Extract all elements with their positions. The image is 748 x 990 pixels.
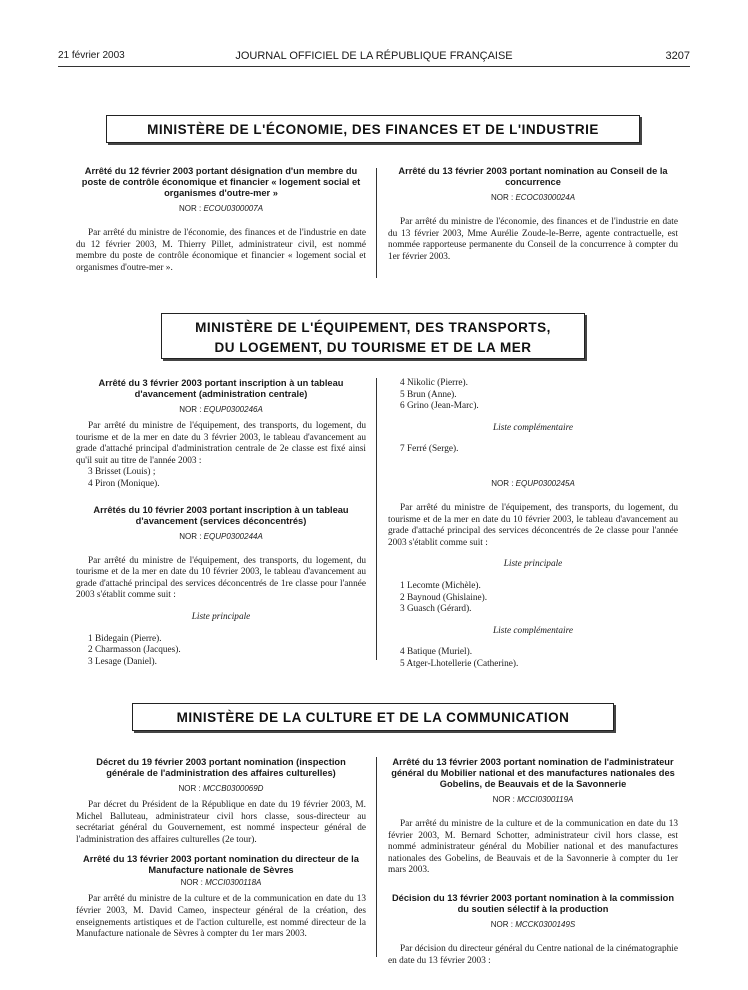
list-item: 3 Brisset (Louis) ; (88, 467, 156, 478)
decree-title: Arrêté du 13 février 2003 portant nomination de l'administrateur général du Mobilier national et des manufactures nationales des Gobelins, de Beauvais et de la Savonnerie (391, 757, 675, 789)
ministry-heading-economie: MINISTÈRE DE L'ÉCONOMIE, DES FINANCES ET DE L'INDUSTRIE (106, 115, 640, 143)
nor-reference: NOR : ECOC0300024A (490, 193, 576, 202)
decree-title: Décision du 13 février 2003 portant nomination à la commission du soutien sélectif à la production (391, 892, 675, 914)
list-item: 2 Baynoud (Ghislaine). (400, 592, 488, 603)
list-item: 1 Lecomte (Michèle). (400, 580, 481, 591)
decree-title: Arrêtés du 10 février 2003 portant inscription à un tableau d'avancement (services déconcentrés) (93, 504, 349, 526)
column-left-culture (76, 757, 366, 941)
header-date: 21 février 2003 (58, 50, 125, 61)
ministry-heading-culture: MINISTÈRE DE LA CULTURE ET DE LA COMMUNICATION (132, 703, 614, 731)
list-item: 4 Piron (Monique). (88, 478, 160, 489)
nor-reference: NOR : EQUP0300246A (179, 405, 263, 414)
decree-body: Par arrêté du ministre de l'économie, des finances et de l'industrie en date du 12 février 2003, M. Thierry Pillet, administrateur civil, est nommé membre du poste de contrôle économique et financier « logement social et organismes d'outre-mer ». (76, 228, 366, 273)
list-item: 5 Brun (Anne). (400, 389, 457, 400)
decree-body: Par arrêté du ministre de la culture et de la communication en date du 13 février 2003, M. Bernard Schotter, administrateur civil hors classe, est nommé administrateur général du Mobilier national et des manufactures nationales des Gobelins, de Beauvais et de la Savonnerie à compter du 1er mars 2003. (388, 819, 678, 876)
column-right-equipement (388, 378, 678, 671)
ministry-heading-equipement: MINISTÈRE DE L'ÉQUIPEMENT, DES TRANSPORTS, DU LOGEMENT, DU TOURISME ET DE LA MER (161, 313, 585, 359)
list-item: 2 Charmasson (Jacques). (88, 645, 181, 656)
column-right-economie (388, 166, 678, 263)
column-right-culture (388, 757, 678, 967)
list-label: Liste complémentaire (493, 422, 573, 433)
running-header (58, 50, 690, 64)
decree-title: Arrêté du 3 février 2003 portant inscription à un tableau d'avancement (administration centrale) (98, 378, 344, 399)
nor-reference: NOR : MCCK0300149S (490, 919, 576, 929)
column-divider (376, 378, 377, 660)
journal-title: JOURNAL OFFICIEL DE LA RÉPUBLIQUE FRANÇAISE (235, 50, 513, 62)
decree-title: Arrêté du 13 février 2003 portant nomination au Conseil de la concurrence (398, 166, 668, 187)
column-divider (376, 757, 377, 957)
decree-body: Par arrêté du ministre de l'équipement, des transports, du logement, du tourisme et de la mer en date du 3 février 2003, le tableau d'avancement au grade d'attaché principal d'administration centrale de 2e classe est fixé ainsi qu'il suit au titre de l'année 2003 : (76, 421, 366, 466)
column-left-economie (76, 166, 366, 274)
nor-reference: NOR : EQUP0300244A (179, 531, 263, 541)
nor-reference: NOR : MCCI0300119A (492, 795, 574, 804)
header-rule (58, 66, 690, 67)
list-item: 4 Nikolic (Pierre). (400, 378, 468, 388)
list-item: 4 Batique (Muriel). (400, 647, 473, 658)
list-item: 5 Atger-Lhotellerie (Catherine). (400, 658, 519, 669)
decree-title: Arrêté du 12 février 2003 portant désignation d'un membre du poste de contrôle économique et financier « logement social et organismes d'outre-mer » (81, 166, 361, 198)
nor-reference: NOR : MCCI0300118A (180, 878, 262, 888)
decree-body: Par décision du directeur général du Centre national de la cinématographie en date du 13 février 2003 : (388, 943, 678, 966)
list-item: 1 Bidegain (Pierre). (88, 633, 162, 644)
list-label: Liste principale (503, 559, 563, 570)
decree-body: Par arrêté du ministre de la culture et de la communication en date du 13 février 2003, M. David Cameo, inspecteur général de la création, des enseignements artistiques et de l'action culturelle, est nommé directeur de la Manufacture nationale de Sèvres à compter du 1er mars 2003. (76, 894, 366, 940)
page-number: 3207 (665, 50, 690, 62)
nor-reference: NOR : EQUP0300245A (491, 478, 575, 488)
decree-title: Arrêté du 13 février 2003 portant nomination du directeur de la Manufacture nationale de Sèvres (83, 854, 359, 876)
decree-body: Par arrêté du ministre de l'équipement, des transports, du logement, du tourisme et de la mer en date du 10 février 2003, le tableau d'avancement au grade d'attaché principal des services déconcentrés de 1re classe pour l'année 2003 s'établit comme suit : (76, 555, 366, 601)
decree-body: Par décret du Président de la République en date du 19 février 2003, M. Michel Balluteau, administrateur civil hors classe, sous-directeur au secrétariat général du Gouvernement, est nommé inspecteur général de l'administration des affaires culturelles (2e tour). (76, 800, 366, 845)
column-left-equipement (76, 378, 366, 668)
list-item: 7 Ferré (Serge). (400, 444, 459, 455)
list-item: 3 Lesage (Daniel). (88, 656, 157, 667)
list-label: Liste principale (191, 611, 251, 622)
decree-body: Par arrêté du ministre de l'équipement, des transports, du logement, du tourisme et de la mer en date du 10 février 2003, le tableau d'avancement au grade d'attaché principal des services déconcentrés de 2e classe pour l'année 2003 s'établit comme suit : (388, 502, 678, 548)
nor-reference: NOR : MCCB0300069D (178, 784, 264, 793)
decree-body: Par arrêté du ministre de l'économie, des finances et de l'industrie en date du 13 février 2003, Mme Aurélie Zoude-le-Berre, agente contractuelle, est nommée rapporteuse permanente du Conseil de la concurrence à compter du 1er février 2003. (388, 217, 678, 262)
nor-reference: NOR : ECOU0300007A (178, 204, 264, 213)
decree-title: Décret du 19 février 2003 portant nomination (inspection générale de l'administration des affaires culturelles) (96, 757, 346, 778)
list-label: Liste complémentaire (493, 625, 573, 636)
list-item: 6 Grino (Jean-Marc). (400, 401, 479, 412)
column-divider (376, 168, 377, 278)
list-item: 3 Guasch (Gérard). (400, 604, 472, 615)
